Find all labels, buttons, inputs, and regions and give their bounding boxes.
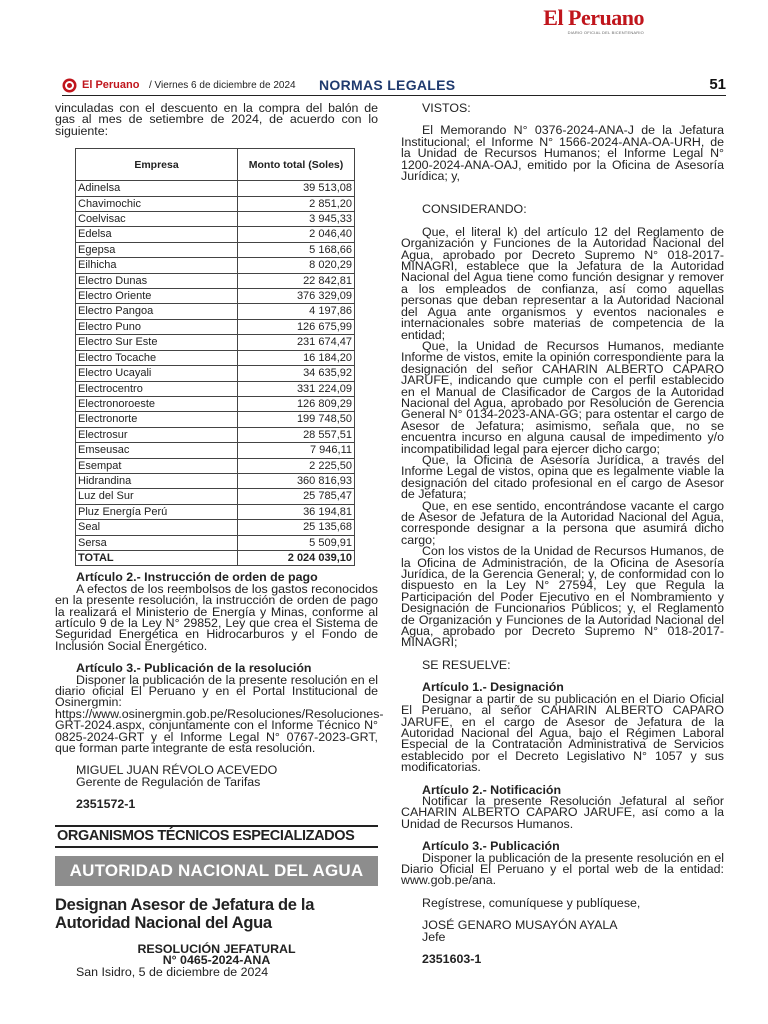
- considerando-1: Que, el literal k) del artículo 12 del Reglamento de Organización y Funciones de la Autoridad Nacional del Agua, aprobado por Decreto Supremo N° 018-2017-MINAGRI, establece que la Jefatura de la Autoridad Nacional del Agua tiene como función designar y remover a los empleados de confianza, así como aquellas personas que deban representar a la Autoridad Nacional del Agua ante organismos y eventos nacionales e internacionales sobre materias de competencia de la entidad;: [401, 224, 724, 342]
- total-label: TOTAL: [76, 550, 238, 565]
- article-headline: Designan Asesor de Jefatura de la Autoridad Nacional del Agua: [55, 895, 315, 932]
- publication-code: 2351572-1: [76, 797, 136, 812]
- amount-cell: 2 851,20: [238, 196, 355, 211]
- amount-cell: 126 809,29: [238, 396, 355, 411]
- total-value: 2 024 039,10: [238, 550, 355, 565]
- table-row: [76, 319, 355, 334]
- article-3-body: Disponer la publicación de la presente resolución en el diario oficial El Peruano y en el Portal Institucional de Osinergmin: https://www.osinergmin.gob.pe/Resoluciones/Resoluciones-GRT-2024.aspx, conjuntamente con el Informe Técnico N° 0825-2024-GRT y el Informe Legal N° 0767-2023-GRT, que forman parte integrante de esta resolución.: [55, 672, 384, 756]
- table-body: [76, 181, 355, 551]
- col-header-amount: Monto total (Soles): [238, 149, 355, 181]
- company-cell: Coelvisac: [76, 212, 238, 227]
- amount-cell: 34 635,92: [238, 366, 355, 381]
- considerando-heading: CONSIDERANDO:: [422, 202, 527, 217]
- article-2-title: Artículo 2.- Instrucción de orden de pago: [76, 570, 318, 585]
- amount-cell: 199 748,50: [238, 412, 355, 427]
- header-date: / Viernes 6 de diciembre de 2024: [149, 80, 296, 91]
- amount-cell: 8 020,29: [238, 258, 355, 273]
- peru-seal-icon: [62, 78, 77, 93]
- company-cell: Emseusac: [76, 443, 238, 458]
- total-row: [76, 550, 355, 565]
- company-cell: Adinelsa: [76, 181, 238, 196]
- intro-paragraph: vinculadas con el descuento en la compra del balón de gas al mes de setiembre de 2024, de acuerdo con lo siguiente:: [55, 101, 378, 138]
- header-section: NORMAS LEGALES: [319, 77, 456, 93]
- company-cell: Egepsa: [76, 242, 238, 257]
- amount-cell: 376 329,09: [238, 289, 355, 304]
- r-article-2-title: Artículo 2.- Notificación: [422, 782, 562, 797]
- place-date: San Isidro, 5 de diciembre de 2024: [76, 964, 269, 979]
- table-row: [76, 196, 355, 211]
- company-cell: Electrosur: [76, 427, 238, 442]
- article-2-body: A efectos de los reembolsos de los gastos reconocidos en la presente resolución, la instrucción de orden de pago la realizará el Ministerio de Energía y Minas, conforme al artículo 9 de la Ley N° 29852, Ley que crea el Sistema de Seguridad Energética en Hidrocarburos y el Fondo de Inclusión Social Energético.: [55, 581, 378, 653]
- table-row: [76, 335, 355, 350]
- closing-formula: Regístrese, comuníquese y publíquese,: [422, 895, 641, 910]
- company-cell: Edelsa: [76, 227, 238, 242]
- left-column: [55, 101, 384, 979]
- r-article-1-title: Artículo 1.- Designación: [422, 680, 564, 695]
- considerando-2: Que, la Unidad de Recursos Humanos, mediante Informe de vistos, emite la opinión correspondiente para la designación del señor CAHARIN ALBERTO CAPARO JARUFE, indicando que cumple con el perfil establecido en el Manual de Clasificador de Cargos de la Autoridad Nacional del Agua, aprobado por Resolución de Gerencia General N° 0134-2023-ANA-GG; para ostentar el cargo de Asesor de Jefatura; asimismo, señala que, no se encuentra incurso en alguna causal de impedimento y/o incompatibilidad legal para ejercer dicho cargo;: [401, 338, 724, 456]
- amount-cell: 5 168,66: [238, 242, 355, 257]
- company-cell: Electro Oriente: [76, 289, 238, 304]
- company-cell: Chavimochic: [76, 196, 238, 211]
- considerando-3: Que, la Oficina de Asesoría Jurídica, a través del Informe Legal de vistos, opina que es legalmente viable la designación del citado profesional en el cargo de Asesor de Jefatura;: [401, 452, 724, 502]
- header-rule: [62, 95, 726, 96]
- company-cell: Esempat: [76, 458, 238, 473]
- company-cell: Eilhicha: [76, 258, 238, 273]
- amount-cell: 4 197,86: [238, 304, 355, 319]
- amount-cell: 331 224,09: [238, 381, 355, 396]
- table-row: [76, 258, 355, 273]
- table-row: [76, 396, 355, 411]
- considerando-5: Con los vistos de la Unidad de Recursos Humanos, de la Oficina de Administración, de la Oficina de Asesoría Jurídica, de la Gerencia General; y, de conformidad con lo dispuesto en la Ley N° 27594, Ley que Regula la Participación del Poder Ejecutivo en el Nombramiento y Designación de Funcionarios Públicos; y, el Reglamento de Organización y Funciones de la Autoridad Nacional del Agua, aprobado por Decreto Supremo N° 018-2017-MINAGRI;: [401, 544, 724, 650]
- amount-cell: 22 842,81: [238, 273, 355, 288]
- table-row: [76, 366, 355, 381]
- amount-cell: 28 557,51: [238, 427, 355, 442]
- r-article-3-title: Artículo 3.- Publicación: [422, 839, 560, 854]
- r-article-1-body: Designar a partir de su publicación en el Diario Oficial El Peruano, al señor CAHARIN ALBERTO CAPARO JARUFE, en el cargo de Asesor de Jefatura de la Autoridad Nacional del Agua, bajo el Régimen Laboral Especial de la Contratación Administrativa de Servicios establecido por el Decreto Legislativo N° 1057 y sus modificatorias.: [401, 691, 724, 775]
- table-row: [76, 381, 355, 396]
- amount-cell: 7 946,11: [238, 443, 355, 458]
- company-cell: Hidrandina: [76, 473, 238, 488]
- table-row: [76, 535, 355, 550]
- company-cell: Electro Pangoa: [76, 304, 238, 319]
- company-cell: Sersa: [76, 535, 238, 550]
- r-publication-code: 2351603-1: [422, 952, 482, 966]
- company-cell: Electro Sur Este: [76, 335, 238, 350]
- table-row: [76, 242, 355, 257]
- page-number: 51: [709, 76, 726, 93]
- amount-cell: 36 194,81: [238, 504, 355, 519]
- vistos-heading: VISTOS:: [422, 101, 471, 115]
- table-row: [76, 458, 355, 473]
- company-cell: Electro Dunas: [76, 273, 238, 288]
- table-row: [76, 289, 355, 304]
- table-row: [76, 304, 355, 319]
- r-signer-name: JOSÉ GENARO MUSAYÓN AYALA: [422, 918, 618, 933]
- amount-cell: 2 046,40: [238, 227, 355, 242]
- amount-cell: 126 675,99: [238, 319, 355, 334]
- resolution-type: RESOLUCIÓN JEFATURAL: [137, 941, 296, 956]
- company-cell: Seal: [76, 520, 238, 535]
- se-resuelve-heading: SE RESUELVE:: [422, 657, 511, 672]
- company-cell: Luz del Sur: [76, 489, 238, 504]
- amount-cell: 3 945,33: [238, 212, 355, 227]
- resolution-number: N° 0465-2024-ANA: [162, 953, 271, 968]
- company-cell: Electrocentro: [76, 381, 238, 396]
- signer-name: MIGUEL JUAN RÉVOLO ACEVEDO: [76, 763, 278, 778]
- table-row: [76, 181, 355, 196]
- table-row: [76, 350, 355, 365]
- signer-title: Gerente de Regulación de Tarifas: [76, 774, 261, 789]
- company-amounts-table: [75, 148, 355, 566]
- amount-cell: 5 509,91: [238, 535, 355, 550]
- company-cell: Electro Tocache: [76, 350, 238, 365]
- table-row: [76, 520, 355, 535]
- amount-cell: 25 785,47: [238, 489, 355, 504]
- r-signer-title: Jefe: [422, 929, 446, 944]
- table-row: [76, 273, 355, 288]
- running-header: [62, 76, 726, 98]
- table-row: [76, 473, 355, 488]
- amount-cell: 360 816,93: [238, 473, 355, 488]
- company-cell: Electro Puno: [76, 319, 238, 334]
- company-cell: Pluz Energía Perú: [76, 504, 238, 519]
- masthead-logo: El Peruano: [543, 5, 644, 30]
- company-cell: Electronoroeste: [76, 396, 238, 411]
- table-row: [76, 427, 355, 442]
- authority-banner: AUTORIDAD NACIONAL DEL AGUA: [55, 856, 378, 886]
- table-row: [76, 504, 355, 519]
- table-row: [76, 212, 355, 227]
- r-article-3-body: Disponer la publicación de la presente resolución en el Diario Oficial El Peruano y el portal web de la entidad: www.gob.pe/ana.: [401, 850, 724, 888]
- masthead-tagline: DIARIO OFICIAL DEL BICENTENARIO: [567, 30, 644, 35]
- vistos-body: El Memorando N° 0376-2024-ANA-J de la Jefatura Institucional; el Informe N° 1566-2024-ANA-OA-URH, de la Unidad de Recursos Humanos; el Informe Legal N° 1200-2024-ANA-OAJ, emitido por la Oficina de Asesoría Jurídica; y,: [401, 123, 724, 184]
- section-banner-organismos: ORGANISMOS TÉCNICOS ESPECIALIZADOS: [55, 825, 378, 848]
- resolution-heading: [55, 941, 378, 968]
- masthead: [444, 6, 644, 35]
- header-brand: El Peruano: [82, 79, 140, 91]
- r-article-2-body: Notificar la presente Resolución Jefatural al señor CAHARIN ALBERTO CAPARO JARUFE, así como a la Unidad de Recursos Humanos.: [401, 793, 724, 831]
- amount-cell: 25 135,68: [238, 520, 355, 535]
- amount-cell: 2 225,50: [238, 458, 355, 473]
- col-header-company: Empresa: [76, 149, 238, 181]
- amount-cell: 39 513,08: [238, 181, 355, 196]
- amount-cell: 16 184,20: [238, 350, 355, 365]
- table-row: [76, 227, 355, 242]
- considerando-4: Que, en ese sentido, encontrándose vacante el cargo de Asesor de Jefatura de la Autoridad Nacional del Agua, corresponde designar a la persona que asumirá dicho cargo;: [401, 498, 724, 547]
- company-cell: Electronorte: [76, 412, 238, 427]
- amount-cell: 231 674,47: [238, 335, 355, 350]
- company-cell: Electro Ucayali: [76, 366, 238, 381]
- table-row: [76, 443, 355, 458]
- right-column: [401, 103, 724, 965]
- table-row: [76, 412, 355, 427]
- table-row: [76, 489, 355, 504]
- article-3-title: Artículo 3.- Publicación de la resolución: [76, 661, 312, 676]
